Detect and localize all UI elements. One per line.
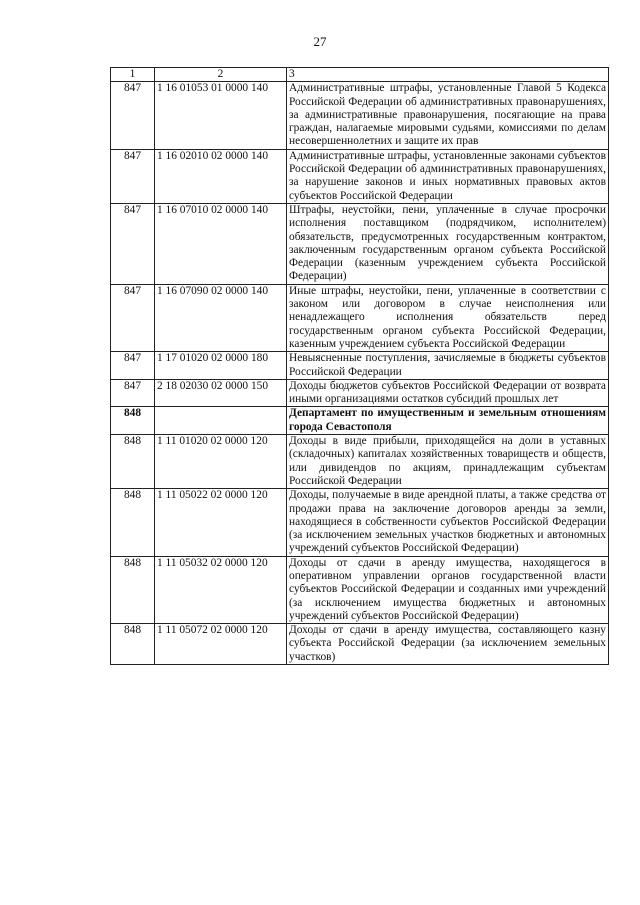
table-row: [111, 284, 609, 351]
table-row: [111, 149, 609, 203]
admin-code-cell: 848: [111, 435, 155, 489]
admin-code-cell: 847: [111, 352, 155, 380]
budget-code-cell: 1 17 01020 02 0000 180: [155, 352, 287, 380]
table-row: [111, 489, 609, 556]
revenue-name-cell: Административные штрафы, установленные Главой 5 Кодекса Российской Федерации об административных правонарушениях, за административные правонарушения, посягающие на права граждан, налагаемые мировыми судьями, комиссиями по делам несовершеннолетних и защите их прав: [287, 82, 609, 149]
revenue-name-cell: Штрафы, неустойки, пени, уплаченные в случае просрочки исполнения поставщиком (подрядчиком, исполнителем) обязательств, предусмотренных государственным контрактом, заключенным государственным органом субъекта Российской Федерации (казенным учреждением субъекта Российской Федерации): [287, 203, 609, 284]
table-row: [111, 379, 609, 407]
revenue-name-cell: Административные штрафы, установленные законами субъектов Российской Федерации об административных правонарушениях, за нарушение законов и иных нормативных правовых актов субъектов Российской Федерации: [287, 149, 609, 203]
admin-code-cell: 847: [111, 379, 155, 407]
revenue-name-cell: Доходы в виде прибыли, приходящейся на доли в уставных (складочных) капиталах хозяйственных товариществ и обществ, или дивидендов по акциям, принадлежащим субъектам Российской Федерации: [287, 435, 609, 489]
section-header-row: [111, 407, 609, 435]
admin-code-cell: 847: [111, 203, 155, 284]
table-row: [111, 82, 609, 149]
admin-code-cell: 848: [111, 556, 155, 623]
admin-code-cell: 847: [111, 284, 155, 351]
revenue-codes-table: [110, 67, 609, 665]
table-row: [111, 556, 609, 623]
page-number: 27: [313, 34, 327, 49]
column-header-name: 3: [287, 68, 609, 82]
budget-code-cell: 1 11 05032 02 0000 120: [155, 556, 287, 623]
budget-code-cell: 1 16 01053 01 0000 140: [155, 82, 287, 149]
revenue-name-cell: Доходы, получаемые в виде арендной платы, а также средства от продажи права на заключение договоров аренды за земли, находящиеся в собственности субъектов Российской Федерации (за исключением земельных участков бюджетных и автономных учреждений субъектов Российской Федерации): [287, 489, 609, 556]
table-body: [111, 82, 609, 665]
admin-code-cell: 848: [111, 407, 155, 435]
budget-code-cell: 1 11 05072 02 0000 120: [155, 624, 287, 665]
admin-code-cell: 847: [111, 82, 155, 149]
revenue-name-cell: Департамент по имущественным и земельным отношениям города Севастополя: [287, 407, 609, 435]
budget-code-cell: 1 11 01020 02 0000 120: [155, 435, 287, 489]
budget-code-cell: 2 18 02030 02 0000 150: [155, 379, 287, 407]
admin-code-cell: 847: [111, 149, 155, 203]
table-header-row: [111, 68, 609, 82]
table-row: [111, 435, 609, 489]
budget-code-cell: 1 16 07090 02 0000 140: [155, 284, 287, 351]
admin-code-cell: 848: [111, 489, 155, 556]
budget-code-cell: 1 16 07010 02 0000 140: [155, 203, 287, 284]
revenue-name-cell: Доходы бюджетов субъектов Российской Федерации от возврата иными организациями остатков субсидий прошлых лет: [287, 379, 609, 407]
admin-code-cell: 848: [111, 624, 155, 665]
revenue-name-cell: Доходы от сдачи в аренду имущества, составляющего казну субъекта Российской Федерации (за исключением земельных участков): [287, 624, 609, 665]
table-row: [111, 203, 609, 284]
budget-code-cell: [155, 407, 287, 435]
revenue-name-cell: Иные штрафы, неустойки, пени, уплаченные в соответствии с законом или договором в случае неисполнения или ненадлежащего исполнения обязательств перед государственным органом субъекта Российской Федерации, казенным учреждением субъекта Российской Федерации: [287, 284, 609, 351]
column-header-admin: 1: [111, 68, 155, 82]
revenue-name-cell: Невыясненные поступления, зачисляемые в бюджеты субъектов Российской Федерации: [287, 352, 609, 380]
budget-code-cell: 1 16 02010 02 0000 140: [155, 149, 287, 203]
budget-code-cell: 1 11 05022 02 0000 120: [155, 489, 287, 556]
table-row: [111, 352, 609, 380]
column-header-code: 2: [155, 68, 287, 82]
table-row: [111, 624, 609, 665]
revenue-name-cell: Доходы от сдачи в аренду имущества, находящегося в оперативном управлении органов государственной власти субъектов Российской Федерации и созданных ими учреждений (за исключением имущества бюджетных и автономных учреждений субъектов Российской Федерации): [287, 556, 609, 623]
